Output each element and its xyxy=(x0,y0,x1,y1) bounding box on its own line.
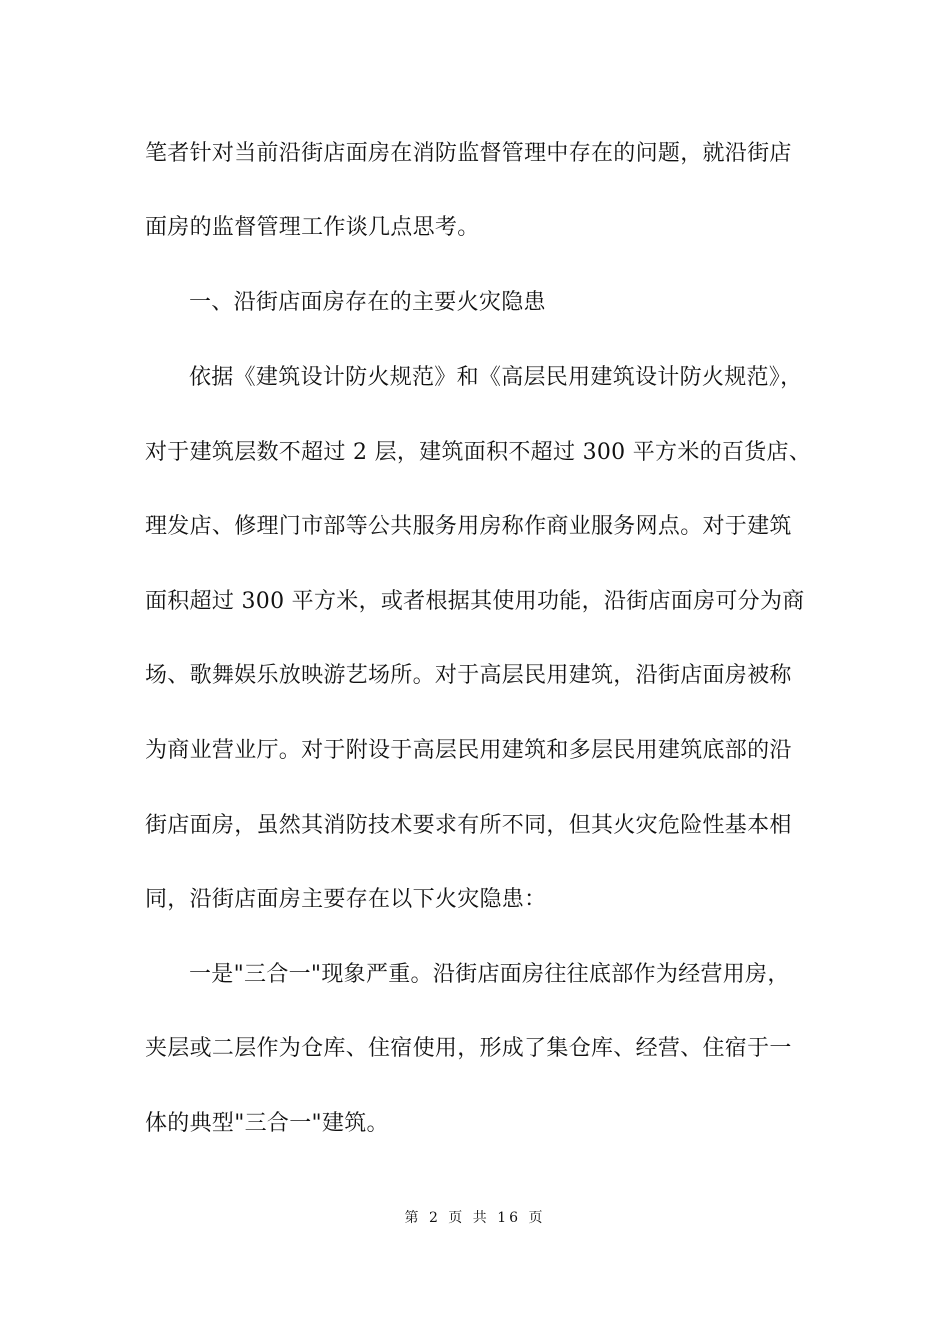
paragraph-line: 面积超过 300 平方米，或者根据其使用功能，沿街店面房可分为商 xyxy=(145,589,805,614)
paragraph-line: 对于建筑层数不超过 2 层，建筑面积不超过 300 平方米的百货店、 xyxy=(145,440,812,465)
paragraph-line: 场、歌舞娱乐放映游艺场所。对于高层民用建筑，沿街店面房被称 xyxy=(145,663,792,688)
paragraph-line: 同，沿街店面房主要存在以下火灾隐患： xyxy=(145,887,547,912)
paragraph-line: 为商业营业厅。对于附设于高层民用建筑和多层民用建筑底部的沿 xyxy=(145,738,792,763)
paragraph-line: 体的典型"三合一"建筑。 xyxy=(145,1111,389,1136)
paragraph-line: 笔者针对当前沿街店面房在消防监督管理中存在的问题，就沿街店 xyxy=(145,141,792,166)
section-heading: 一、沿街店面房存在的主要火灾隐患 xyxy=(189,290,546,315)
paragraph-line: 一是"三合一"现象严重。沿街店面房往往底部作为经营用房， xyxy=(189,962,790,987)
paragraph-line: 夹层或二层作为仓库、住宿使用，形成了集仓库、经营、住宿于一 xyxy=(145,1036,792,1061)
paragraph-line: 面房的监督管理工作谈几点思考。 xyxy=(145,215,480,240)
paragraph-line: 理发店、修理门市部等公共服务用房称作商业服务网点。对于建筑 xyxy=(145,514,792,539)
paragraph-line: 依据《建筑设计防火规范》和《高层民用建筑设计防火规范》， xyxy=(189,365,803,390)
page-number-footer: 第 2 页 共 16 页 xyxy=(404,1210,546,1226)
paragraph-line: 街店面房，虽然其消防技术要求有所不同，但其火灾危险性基本相 xyxy=(145,813,792,838)
